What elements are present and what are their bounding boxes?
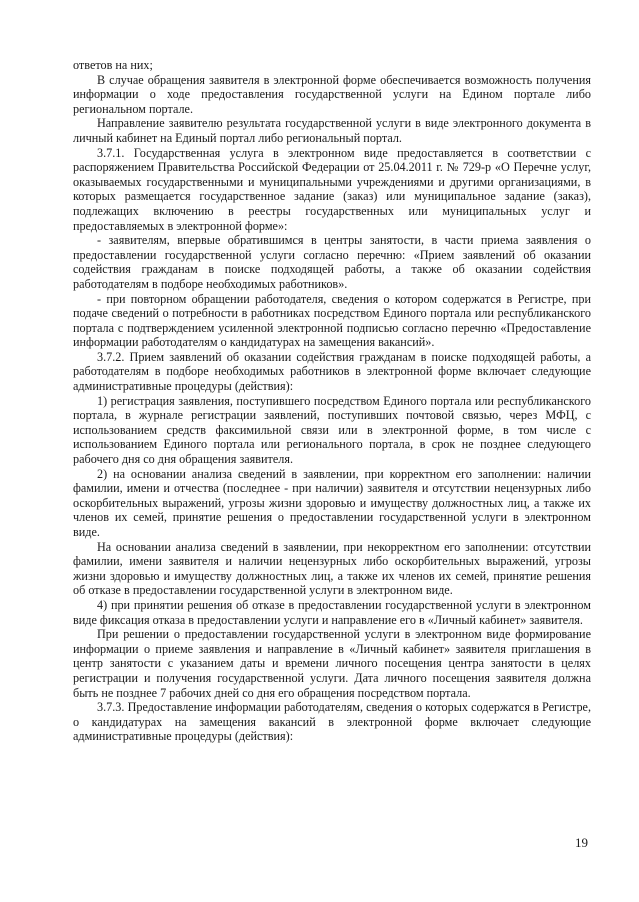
paragraph-11: 4) при принятии решения об отказе в предоставлении государственной услуги в электронном виде фиксация отказа в предоставлении услуги и направление его в «Личный кабинет» заявителя. [73,597,591,627]
paragraph-8: 1) регистрация заявления, поступившего посредством Единого портала или республиканского портала, в журнале регистрации заявлений, поступивших почтовой связью, через МФЦ, с использованием средств факсимильной связи или в электронной форме, в том числе с использованием Единого портала или регионального портала, в срок не позднее следующего рабочего дня со дня обращения заявителя. [73,393,591,467]
paragraph-5: - заявителям, впервые обратившимся в центры занятости, в части приема заявления о предоставлении государственной услуги согласно перечню: «Прием заявлений об оказании содействия гражданам в поиске подходящей работы, а также об оказании содействия работодателям в подборе необходимых работников». [73,233,591,291]
paragraph-9: 2) на основании анализа сведений в заявлении, при корректном его заполнении: наличии фамилии, имени и отчества (последнее - при наличии) заявителя и отсутствии нецензурных либо оскорбительных выражений, угрозы жизни здоровью и имуществу должностных лиц, а также их членов их семей, принятие решения о предоставлении государственной услуги в электронном виде. [73,466,591,539]
paragraph-3: Направление заявителю результата государственной услуги в виде электронного документа в личный кабинет на Единый портал либо региональный портал. [73,116,591,145]
paragraph-10: На основании анализа сведений в заявлении, при некорректном его заполнении: отсутствии фамилии, имени заявителя и наличии нецензурных либо оскорбительных выражений, угрозы жизни здоровью и имуществу должностных лиц, а также их членов их семей, принятие решения об отказе в предоставлении государственной услуги в электронном виде. [73,539,591,598]
paragraph-4: 3.7.1. Государственная услуга в электронном виде предоставляется в соответствии с распоряжением Правительства Российской Федерации от 25.04.2011 г. № 729-р «О Перечне услуг, оказываемых государственными и муниципальными учреждениями и другими организациями, в которых размещается государственное задание (заказ) или муниципальное задание (заказ), подлежащих включению в реестры государственных или муниципальных услуг и предоставляемых в электронной форме»: [73,145,591,233]
paragraph-6: - при повторном обращении работодателя, сведения о котором содержатся в Регистре, при подаче сведений о потребности в работниках посредством Единого портала или республиканского портала с подтверждением усиленной электронной подписью согласно перечню «Предоставление информации работодателям о кандидатурах на замещения вакансий». [73,291,591,350]
paragraph-12: При решении о предоставлении государственной услуги в электронном виде формирование информации о приеме заявления и направление в «Личный кабинет» заявителя приглашения в центр занятости с указанием даты и времени личного посещения центра занятости в целях регистрации и получения государственной услуги. Дата личного посещения заявителя должна быть не позднее 7 рабочих дней со дня его обращения посредством портала. [73,627,591,700]
paragraph-1: ответов на них; [73,58,153,72]
paragraph-2: В случае обращения заявителя в электронной форме обеспечивается возможность получения информации о ходе предоставления государственной услуги на Едином портале либо региональном портале. [73,72,591,116]
paragraph-13: 3.7.3. Предоставление информации работодателям, сведения о которых содержатся в Регистре, о кандидатурах на замещения вакансий в электронной форме включает следующие административные процедуры (действия): [73,700,591,744]
page-number: 19 [575,835,588,850]
paragraph-7: 3.7.2. Прием заявлений об оказании содействия гражданам в поиске подходящей работы, а работодателям в подборе необходимых работников в электронной форме включает следующие административные процедуры (действия): [73,349,591,394]
